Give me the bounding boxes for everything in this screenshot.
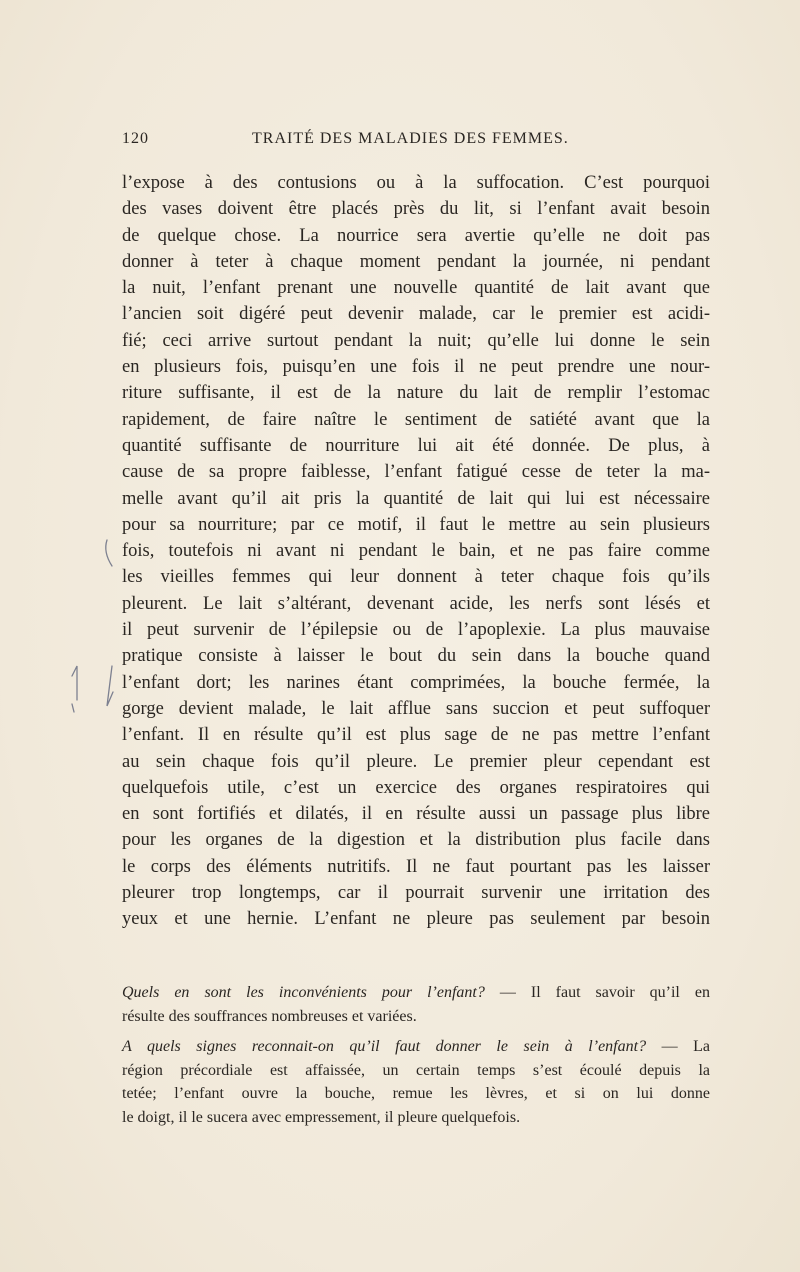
footnote-line: le doigt, il le sucera avec empressement, il pleure quelquefois. <box>122 1108 521 1126</box>
footnote-answer: — Il faut savoir qu’il en <box>484 984 710 1001</box>
text-line: l’ancien soit digéré peut devenir malade, car le premier est acidi- <box>122 304 710 325</box>
text-line: yeux et une hernie. L’enfant ne pleure pas seulement par besoin <box>122 909 710 930</box>
text-line: en plusieurs fois, puisqu’en une fois il ne peut prendre une nour- <box>122 357 710 378</box>
text-line: les vieilles femmes qui leur donnent à teter chaque fois qu’ils <box>122 567 710 588</box>
text-line: donner à teter à chaque moment pendant la journée, ni pendant <box>122 251 710 272</box>
text-line: fois, toutefois ni avant ni pendant le bain, et ne pas faire comme <box>122 541 710 562</box>
text-line: le corps des éléments nutritifs. Il ne faut pourtant pas les laisser <box>122 856 710 877</box>
text-line: pleurent. Le lait s’altérant, devenant acide, les nerfs sont lésés et <box>122 593 710 614</box>
text-line: rapidement, de faire naître le sentiment de satiété avant que la <box>122 409 710 430</box>
text-line: en sont fortifiés et dilatés, il en résulte aussi un passage plus libre <box>122 804 710 825</box>
running-title: TRAITÉ DES MALADIES DES FEMMES. <box>252 130 569 147</box>
footnote-answer: — La <box>646 1038 710 1055</box>
text-line: de quelque chose. La nourrice sera avertie qu’elle ne doit pas <box>122 225 710 246</box>
text-line: riture suffisante, il est de la nature du lait de remplir l’estomac <box>122 383 710 404</box>
text-line: quelquefois utile, c’est un exercice des organes respiratoires qui <box>122 777 710 798</box>
text-line: fié; ceci arrive surtout pendant la nuit; qu’elle lui donne le sein <box>122 330 710 351</box>
text-line: pour les organes de la digestion et la distribution plus facile dans <box>122 830 710 851</box>
footnote-line: résulte des souffrances nombreuses et variées. <box>122 1007 417 1025</box>
text-line: des vases doivent être placés près du lit, si l’enfant avait besoin <box>122 199 710 220</box>
text-line: pleurer trop longtemps, car il pourrait survenir une irritation des <box>122 883 710 904</box>
text-line: l’enfant. Il en résulte qu’il est plus sage de ne pas mettre l’enfant <box>122 725 710 746</box>
text-line: cause de sa propre faiblesse, l’enfant fatigué cesse de teter la ma- <box>122 462 710 483</box>
text-line: au sein chaque fois qu’il pleure. Le premier pleur cependant est <box>122 751 710 772</box>
text-line: quantité suffisante de nourriture lui ait été donnée. De plus, à <box>122 435 710 456</box>
page-number: 120 <box>122 130 149 147</box>
text-line: pratique consiste à laisser le bout du sein dans la bouche quand <box>122 646 710 667</box>
footnote-line: tetée; l’enfant ouvre la bouche, remue les lèvres, et si on lui donne <box>122 1085 710 1102</box>
text-line: l’expose à des contusions ou à la suffocation. C’est pourquoi <box>122 173 710 193</box>
footnote-question: Quels en sont les inconvénients pour l’enfant? <box>122 984 485 1001</box>
text-line: l’enfant dort; les narines étant comprimées, la bouche fermée, la <box>122 672 710 693</box>
text-line: la nuit, l’enfant prenant une nouvelle quantité de lait avant que <box>122 278 710 299</box>
text-line: melle avant qu’il ait pris la quantité de lait qui lui est nécessaire <box>122 488 710 509</box>
footnote-line: région précordiale est affaissée, un certain temps s’est écoulé depuis la <box>122 1061 710 1079</box>
text-line: gorge devient malade, le lait afflue sans succion et peut suffoquer <box>122 698 710 719</box>
footnote-question: A quels signes reconnait-on qu’il faut donner le sein à l’enfant? <box>122 1038 647 1055</box>
text-line: pour sa nourriture; par ce motif, il faut le mettre au sein plusieurs <box>122 514 710 535</box>
text-line: il peut survenir de l’épilepsie ou de l’apoplexie. La plus mauvaise <box>122 620 710 641</box>
